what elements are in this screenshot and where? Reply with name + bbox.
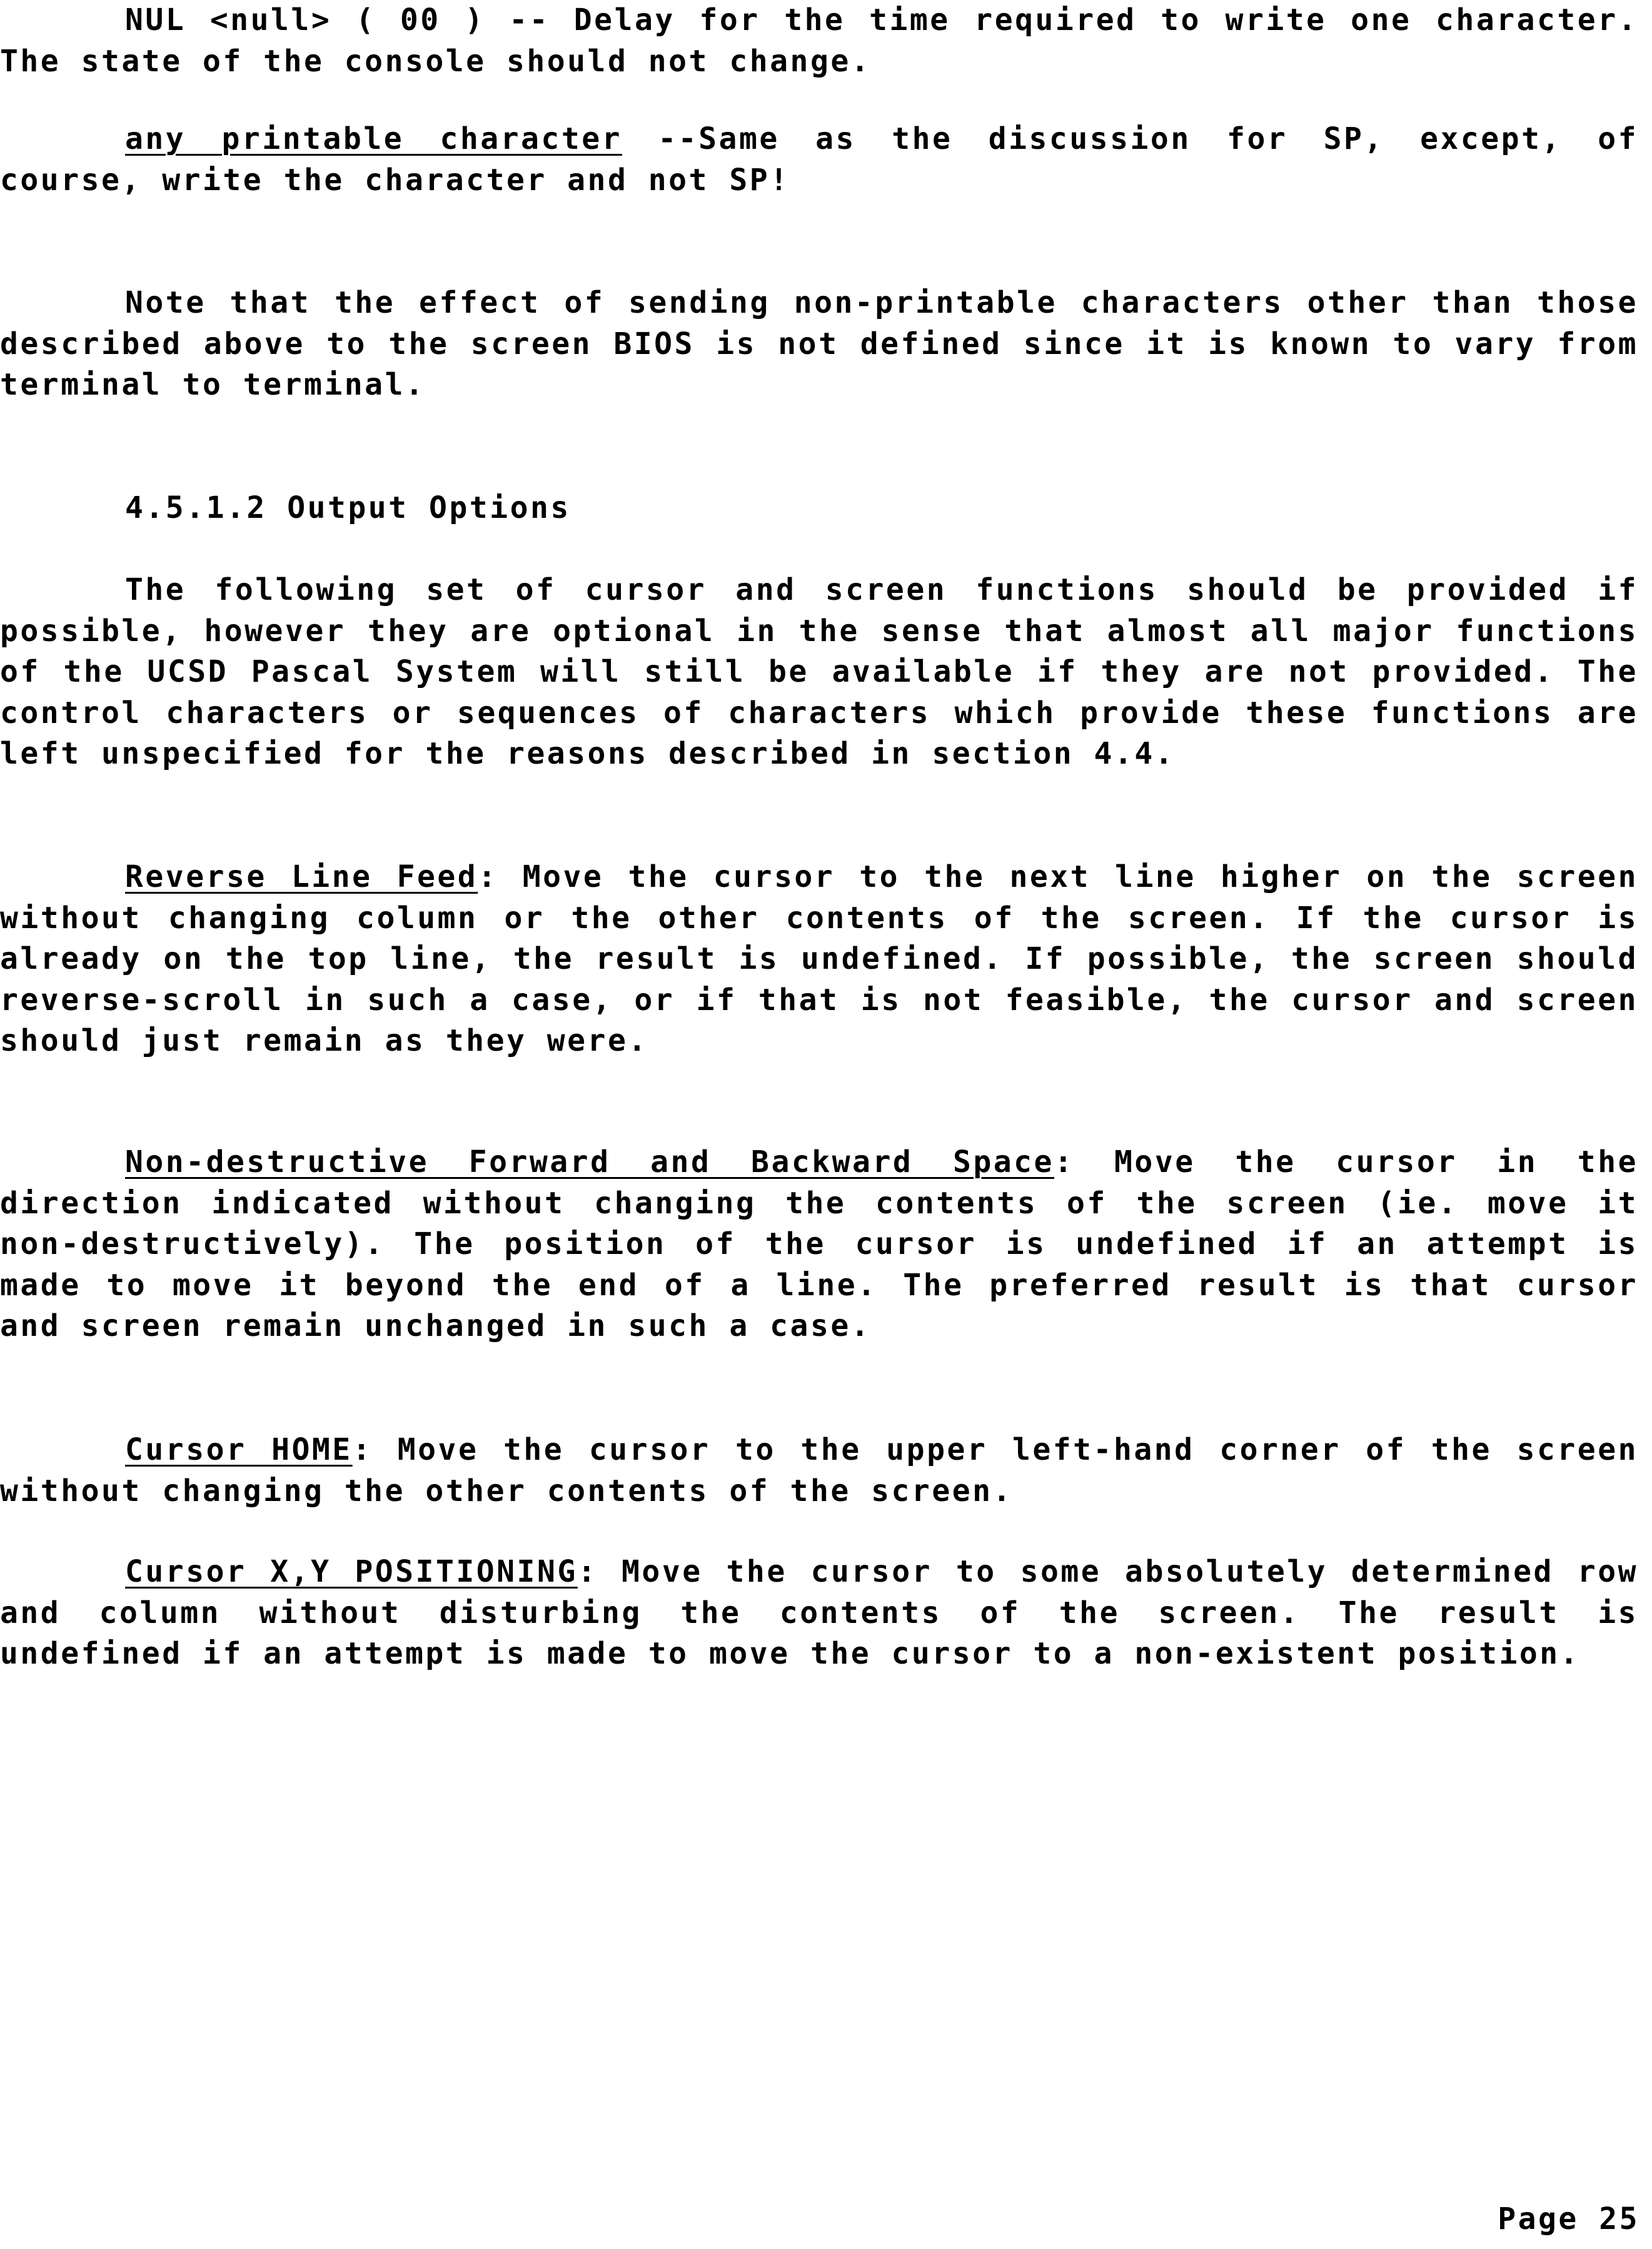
section-heading: 4.5.1.2 Output Options bbox=[125, 490, 571, 525]
term-reverse-line-feed: Reverse Line Feed bbox=[125, 859, 478, 894]
paragraph-printable-text: --Same as the discussion for SP, except, of course, write the character and not SP! bbox=[0, 121, 1638, 198]
term-cursor-home: Cursor HOME bbox=[125, 1432, 353, 1467]
paragraph-note-text: Note that the effect of sending non-printable characters other than those described above to the screen BIOS is not defined since it is known to vary from terminal to terminal. bbox=[0, 285, 1638, 402]
paragraph-cursor-xy-text: : Move the cursor to some absolutely determined row and column without disturbing the contents of the screen. The result is undefined if an attempt is made to move the cursor to a non-existent position. bbox=[0, 1554, 1638, 1671]
paragraph-cursor-home-text: : Move the cursor to the upper left-hand corner of the screen without changing the other contents of the screen. bbox=[0, 1432, 1638, 1509]
paragraph-intro-text: The following set of cursor and screen functions should be provided if possible, however they are optional in the sense that almost all major functions of the UCSD Pascal System will still be available if they are not provided. The control characters or sequences of characters which provide these functions are left unspecified for the reasons described in section 4.4. bbox=[0, 572, 1638, 771]
paragraph-intro bbox=[0, 570, 1638, 775]
paragraph-nul-text: NUL <null> ( 00 ) -- Delay for the time required to write one character. The state of the console should not change. bbox=[0, 3, 1638, 79]
paragraph-reverse-line-feed bbox=[0, 857, 1638, 1062]
paragraph-non-destructive-space bbox=[0, 1142, 1638, 1347]
paragraph-note bbox=[0, 283, 1638, 406]
paragraph-cursor-xy-positioning bbox=[0, 1552, 1638, 1675]
term-non-destructive-space: Non-destructive Forward and Backward Space bbox=[125, 1145, 1054, 1180]
page-number: Page 25 bbox=[1498, 2201, 1639, 2236]
term-cursor-xy-positioning: Cursor X,Y POSITIONING bbox=[125, 1554, 578, 1589]
paragraph-printable-character bbox=[0, 119, 1638, 201]
term-any-printable-character: any printable character bbox=[125, 121, 623, 156]
paragraph-nul bbox=[0, 0, 1638, 82]
paragraph-reverse-line-feed-text: : Move the cursor to the next line higher on the screen without changing column or the other contents of the screen. If the cursor is already on the top line, the result is undefined. If possible, the screen should reverse-scroll in such a case, or if that is not feasible, the cursor and screen should just remain as they were. bbox=[0, 859, 1638, 1058]
paragraph-cursor-home bbox=[0, 1430, 1638, 1512]
paragraph-non-destructive-text: : Move the cursor in the direction indicated without changing the contents of the screen (ie. move it non-destructively). The position of the cursor is undefined if an attempt is made to move it beyond the end of a line. The preferred result is that cursor and screen remain unchanged in such a case. bbox=[0, 1145, 1639, 1343]
